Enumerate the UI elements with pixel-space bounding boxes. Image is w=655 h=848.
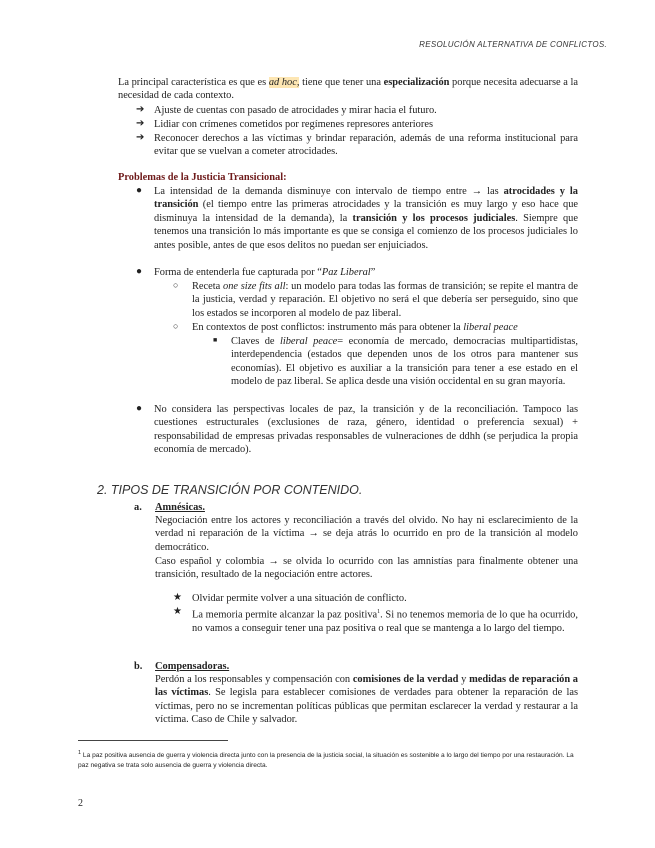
item-b-label: b. bbox=[134, 661, 143, 672]
comp-text-a: Perdón a los responsables y compensación con bbox=[155, 674, 353, 685]
running-header: RESOLUCIÓN ALTERNATIVA DE CONFLICTOS. bbox=[419, 40, 607, 49]
amnesicas-paragraph-1: Negociación entre los actores y reconciliación a través del olvido. No hay ni esclarecimiento de la verdad ni reparación de la víctima → se deja atrás lo ocurrido en pro de la transición al modelo democrático. bbox=[155, 515, 578, 553]
footnote-ref[interactable]: 1 bbox=[377, 609, 381, 615]
b1-text-b: (el tiempo entre las primeras atrocidades y la transición es muy largo y eso hace que disminuya la intensidad de la demanda), la bbox=[154, 199, 578, 224]
star-2-text-a: La memoria permite alcanzar la paz positiva bbox=[192, 609, 378, 621]
arrow-icon: ➔ bbox=[136, 118, 145, 129]
sq-text-a: Claves de bbox=[231, 336, 280, 347]
sub2-text-a: En contextos de post conflictos: instrumento más para obtener la bbox=[192, 322, 464, 333]
circle-bullet-icon: ○ bbox=[173, 321, 179, 331]
star-2-text-b: Si no tenemos memoria de lo que ha ocurrido, no vamos a conseguir tener una paz positiva o real que se mantenga a lo largo del tiempo. bbox=[192, 609, 578, 634]
footnote-mark: 1 bbox=[78, 750, 82, 756]
star-icon: ★ bbox=[173, 606, 182, 617]
star-item-2: La memoria permite alcanzar la paz positiva$^1$. Si no tenemos memoria de lo que ha ocurrido, no vamos a conseguir tener una paz positiva o real que se mantenga a lo largo del tiempo. bbox=[192, 609, 578, 634]
comp-text-c: . Se legisla para establecer comisiones de verdades para obtener la reparación de las víctimas, pero no se incrementan políticas públicas que permitan esclarecer la verdad y restaurar a la víctima. Caso de Chile y salvador. bbox=[155, 687, 578, 726]
arrow-icon: ➔ bbox=[136, 132, 145, 143]
amnesicas-paragraph-2: Caso español y colombia → se olvida lo ocurrido con las amnistías para finalmente obtener una transición, resultado de la negociación entre actores. bbox=[155, 556, 578, 581]
intro-text-a: La principal característica es que es bbox=[118, 77, 269, 88]
b1-text-c: . Siempre que tenemos una transición lo más importante es que se consiga el comienzo de los procesos judiciales lo antes posible, antes de que esos delitos no puedan ser enjuiciados. bbox=[154, 212, 578, 251]
bullet-icon: ● bbox=[136, 403, 143, 414]
problems-bullet-2 bbox=[154, 266, 578, 279]
arrow-item: Reconocer derechos a las víctimas y brindar reparación, además de una reforma institucional para evitar que se vuelvan a cometer atrocidades. bbox=[154, 133, 578, 158]
one-size-italic: one size fits all bbox=[223, 281, 286, 292]
bullet-icon: ● bbox=[136, 266, 143, 277]
intro-paragraph bbox=[118, 76, 578, 103]
problems-bullet-1 bbox=[154, 185, 578, 252]
star-item-1: Olvidar permite volver a una situación de conflicto. bbox=[192, 593, 407, 604]
square-bullet-icon: ■ bbox=[213, 336, 218, 344]
sub1-text-a: Receta bbox=[192, 281, 224, 292]
section-2-heading: 2. TIPOS DE TRANSICIÓN POR CONTENIDO. bbox=[97, 483, 363, 497]
sub1-text-b: : un modelo para todas las formas de transición; se repite el mantra de la justicia, verdad y reparación. El objetivo no será el que debería ser perseguido, sino que los estados se incorporen al modelo de paz liberal. bbox=[192, 281, 578, 319]
comp-text-b: y bbox=[458, 674, 470, 685]
liberal-peace-italic: liberal peace bbox=[463, 322, 518, 333]
problems-bullet-3: No considera las perspectivas locales de paz, la transición y de la reconciliación. Tampoco las cuestiones estructurales (exclusiones de raza, género, identidad o preferencia sexual) + responsabilidad de empresas privadas responsables de vulneraciones de ddhh (se perjudica la propia economía de mercado). bbox=[154, 404, 578, 456]
circle-bullet-icon: ○ bbox=[173, 280, 179, 290]
ad-hoc-highlight: ad hoc, bbox=[268, 77, 300, 88]
amnesicas-title: Amnésicas. bbox=[155, 502, 205, 513]
footnote-text: La paz positiva ausencia de guerra y violencia directa junto con la presencia de la justicia social, la situación es sostenible a lo largo del tiempo por una restauración. La paz negativa se trata solo ausencia de guerra y violencia directa. bbox=[78, 752, 574, 769]
footnote-separator bbox=[78, 740, 228, 741]
arrow-icon: ➔ bbox=[136, 104, 145, 115]
especializacion-bold: especialización bbox=[383, 77, 450, 88]
sq-text-b: = economía de mercado, democracias multipartidistas, interdependencia (estados que dependen unos de los otros para mantener sus economías). El objetivo es auxiliar a la transición para tener a ese estado en el modelo de paz liberal. Se aplica desde una visión occidental en su gran mayoría. bbox=[231, 336, 578, 388]
page-number: 2 bbox=[78, 798, 83, 809]
sub-bullet-1 bbox=[192, 280, 578, 320]
b1-bold-2: transición y los procesos judiciales bbox=[352, 212, 516, 224]
intro-text-b: tiene que tener una bbox=[299, 77, 384, 88]
b2-text-b: ” bbox=[370, 267, 376, 278]
liberal-peace-italic-2: liberal peace bbox=[279, 336, 338, 347]
paz-liberal-italic: Paz Liberal bbox=[321, 267, 371, 278]
b2-text-a: Forma de entenderla fue capturada por “ bbox=[154, 267, 322, 278]
comisiones-bold: comisiones de la verdad bbox=[352, 674, 459, 685]
sub-bullet-2 bbox=[192, 321, 578, 334]
medidas-bold: medidas de reparación a las víctimas bbox=[155, 674, 579, 699]
item-a-label: a. bbox=[134, 502, 142, 513]
b1-text-a: La intensidad de la demanda disminuye con intervalo de tiempo entre → las bbox=[154, 186, 504, 197]
compensadoras-title: Compensadoras. bbox=[155, 661, 230, 672]
b1-bold-1: atrocidades y la transición bbox=[154, 186, 578, 211]
bullet-icon: ● bbox=[136, 185, 143, 196]
intro-text-c: porque necesita adecuarse a la necesidad de cada contexto. bbox=[118, 77, 578, 102]
square-bullet-item bbox=[231, 335, 578, 389]
star-icon: ★ bbox=[173, 592, 182, 603]
arrow-item: Ajuste de cuentas con pasado de atrocidades y mirar hacia el futuro. bbox=[154, 105, 437, 116]
compensadoras-paragraph bbox=[155, 673, 578, 727]
arrow-item: Lidiar con crímenes cometidos por regímenes represores anteriores bbox=[154, 119, 433, 130]
footnote bbox=[78, 749, 578, 770]
problems-heading: Problemas de la Justicia Transicional: bbox=[118, 172, 287, 183]
